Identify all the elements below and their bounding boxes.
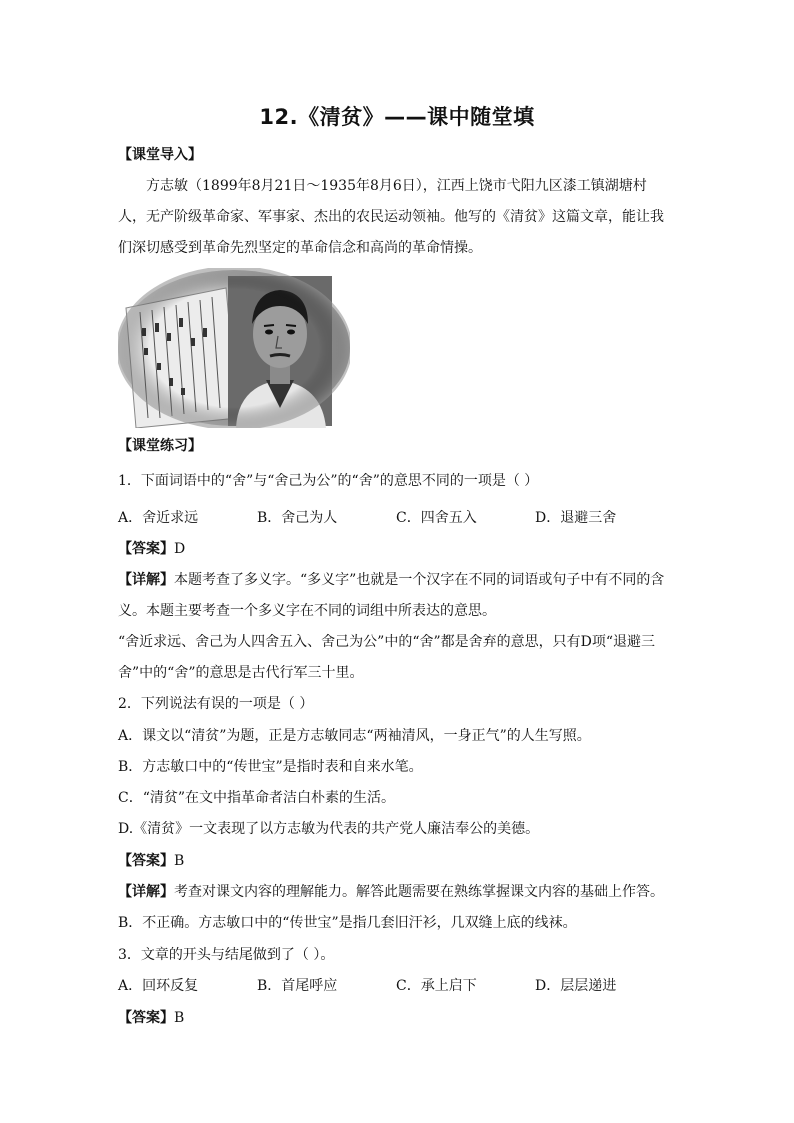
q1-option-b: B．舍己为人	[257, 510, 338, 526]
q2-option-a: A．课文以“清贫”为题，正是方志敏同志“两袖清风，一身正气”的人生写照。	[118, 728, 591, 744]
q2-explain-line: B．不正确。方志敏口中的“传世宝”是指几套旧汗衫，几双缝上底的线袜。	[118, 915, 577, 931]
q1-option-d: D．退避三舍	[535, 510, 617, 526]
q1-explain-line: “舍近求远、舍己为人四舍五入、舍己为公”中的“舍”都是舍弃的意思，只有D项“退避三	[118, 634, 656, 650]
q1-option-c: C．四舍五入	[396, 510, 477, 526]
intro-line: 人，无产阶级革命家、军事家、杰出的农民运动领袖。他写的《清贫》这篇文章，能让我	[118, 209, 664, 225]
page-title: 12.《清贫》——课中随堂填	[259, 105, 535, 129]
q2-option-c: C．“清贫”在文中指革命者洁白朴素的生活。	[118, 790, 396, 806]
answer-label: 【答案】	[118, 853, 174, 869]
intro-line: 方志敏（1899年8月21日～1935年8月6日），江西上饶市弋阳九区漆工镇湖塘村	[146, 178, 647, 194]
q3-option-a: A．回环反复	[118, 978, 199, 994]
q2-answer	[118, 851, 678, 871]
q2-option-b: B．方志敏口中的“传世宝”是指时表和自来水笔。	[118, 759, 423, 775]
question-2-stem: 2．下列说法有误的一项是（ ）	[118, 696, 314, 712]
answer-value: B	[174, 1010, 185, 1026]
q3-answer	[118, 1008, 678, 1028]
answer-value: D	[174, 541, 186, 557]
explain-label: 【详解】	[118, 572, 174, 588]
answer-value: B	[174, 853, 185, 869]
q1-explain-line: 舍”中的“舍”的意思是古代行军三十里。	[118, 665, 364, 681]
q2-option-d: D.《清贫》一文表现了以方志敏为代表的共产党人廉洁奉公的美德。	[118, 821, 540, 837]
q3-option-d: D．层层递进	[535, 978, 617, 994]
q1-explain	[118, 570, 678, 590]
explain-text: 本题考查了多义字。“多义字”也就是一个汉字在不同的词语或句子中有不同的含	[174, 572, 665, 588]
q1-answer	[118, 539, 678, 559]
answer-label: 【答案】	[118, 1010, 174, 1026]
q1-explain-line: 义。本题主要考查一个多义字在不同的词组中所表达的意思。	[118, 603, 496, 619]
q2-explain	[118, 882, 678, 902]
intro-line: 们深切感受到革命先烈坚定的革命信念和高尚的革命情操。	[118, 240, 482, 256]
question-3-stem: 3．文章的开头与结尾做到了（ ）。	[118, 947, 335, 963]
q3-option-b: B．首尾呼应	[257, 978, 338, 994]
q3-option-c: C．承上启下	[396, 978, 477, 994]
question-1-stem: 1．下面词语中的“舍”与“舍己为公”的“舍”的意思不同的一项是（ ）	[118, 473, 539, 489]
answer-label: 【答案】	[118, 541, 174, 557]
intro-heading: 【课堂导入】	[118, 147, 202, 163]
explain-label: 【详解】	[118, 884, 174, 900]
portrait-photo	[118, 268, 350, 428]
practice-heading: 【课堂练习】	[118, 438, 202, 454]
explain-text: 考查对课文内容的理解能力。解答此题需要在熟练掌握课文内容的基础上作答。	[174, 884, 664, 900]
q1-option-a: A．舍近求远	[118, 510, 199, 526]
